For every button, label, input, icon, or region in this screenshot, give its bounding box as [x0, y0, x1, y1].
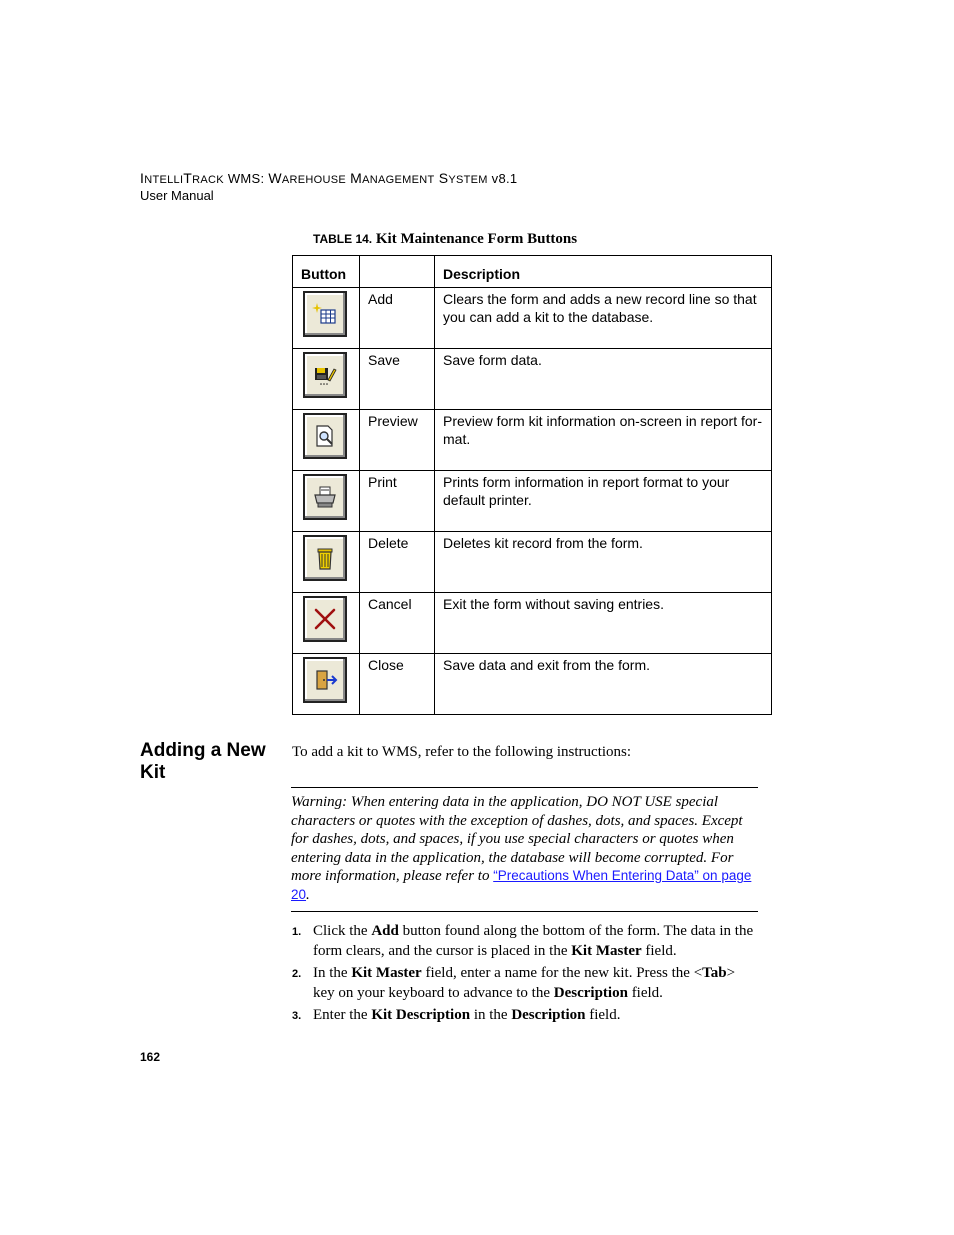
row-name: Delete — [360, 532, 435, 593]
step-number: 1. — [292, 926, 302, 938]
list-item: 3. Enter the Kit Description in the Description field. — [292, 1005, 758, 1025]
save-button[interactable] — [303, 352, 347, 398]
row-name: Cancel — [360, 593, 435, 654]
section-intro: To add a kit to WMS, refer to the following instructions: — [292, 744, 632, 760]
preview-button[interactable] — [303, 413, 347, 459]
delete-icon — [312, 545, 338, 571]
cancel-icon — [312, 606, 338, 632]
row-description: Save data and exit from the form. — [435, 654, 772, 715]
row-name: Preview — [360, 410, 435, 471]
header-button: Button — [293, 256, 360, 288]
section-heading: Adding a New Kit — [140, 740, 266, 783]
warning-text: Warning: When entering data in the application, DO NOT USE special characters or quotes with the exception of dashes, dots, and spaces. Except for dashes, dots, and spaces, if you use special characters or quotes when entering data in the application, the database will become corrupted. For more information, please refer to — [291, 794, 743, 885]
row-name: Save — [360, 349, 435, 410]
row-name: Print — [360, 471, 435, 532]
warning-end: . — [306, 886, 310, 903]
warning-note — [291, 787, 758, 912]
instruction-steps — [292, 921, 758, 1027]
list-item: 1. Click the Add button found along the bottom of the form. The data in the form clears, and the cursor is placed in the Kit Master field. — [292, 923, 754, 959]
product-title: INTELLITRACK WMS: WAREHOUSE MANAGEMENT SYSTEM v8.1 — [140, 170, 518, 186]
table-row — [293, 532, 772, 593]
page-number: 162 — [140, 1050, 161, 1064]
list-item: 2. In the Kit Master field, enter a name for the new kit. Press the <Tab> key on your keyboard to advance to the Description field. — [292, 965, 736, 1001]
add-record-icon — [312, 301, 338, 327]
table-row — [293, 654, 772, 715]
running-header — [140, 170, 517, 203]
close-button[interactable] — [303, 657, 347, 703]
table-row — [293, 471, 772, 532]
precautions-link[interactable]: “Precautions When Entering Data” on page 20 — [291, 868, 752, 902]
row-description: Exit the form without saving entries. — [435, 593, 772, 654]
step-number: 2. — [292, 968, 302, 980]
table-header-row — [293, 256, 772, 288]
close-icon — [312, 667, 338, 693]
print-button[interactable] — [303, 474, 347, 520]
row-description: Clears the form and adds a new record line so that you can add a kit to the database. — [435, 288, 772, 349]
table-caption-text: Kit Maintenance Form Buttons — [375, 231, 578, 247]
preview-icon — [312, 423, 338, 449]
print-icon — [312, 484, 338, 510]
table-caption-label: TABLE 14. — [313, 232, 373, 246]
table-row — [293, 349, 772, 410]
step-number: 3. — [292, 1010, 302, 1022]
save-icon — [312, 362, 338, 388]
header-name — [360, 256, 435, 288]
delete-button[interactable] — [303, 535, 347, 581]
row-description: Preview form kit information on-screen in report for-mat. — [435, 410, 772, 471]
table-row — [293, 410, 772, 471]
row-name: Add — [360, 288, 435, 349]
header-description: Description — [435, 256, 772, 288]
table-row — [293, 593, 772, 654]
table-row — [293, 288, 772, 349]
row-description: Deletes kit record from the form. — [435, 532, 772, 593]
row-description: Save form data. — [435, 349, 772, 410]
kit-buttons-table — [292, 255, 772, 715]
table-caption — [313, 231, 577, 248]
manual-subtitle: User Manual — [140, 188, 214, 203]
cancel-button[interactable] — [303, 596, 347, 642]
row-name: Close — [360, 654, 435, 715]
row-description: Prints form information in report format to your default printer. — [435, 471, 772, 532]
add-button[interactable] — [303, 291, 347, 337]
